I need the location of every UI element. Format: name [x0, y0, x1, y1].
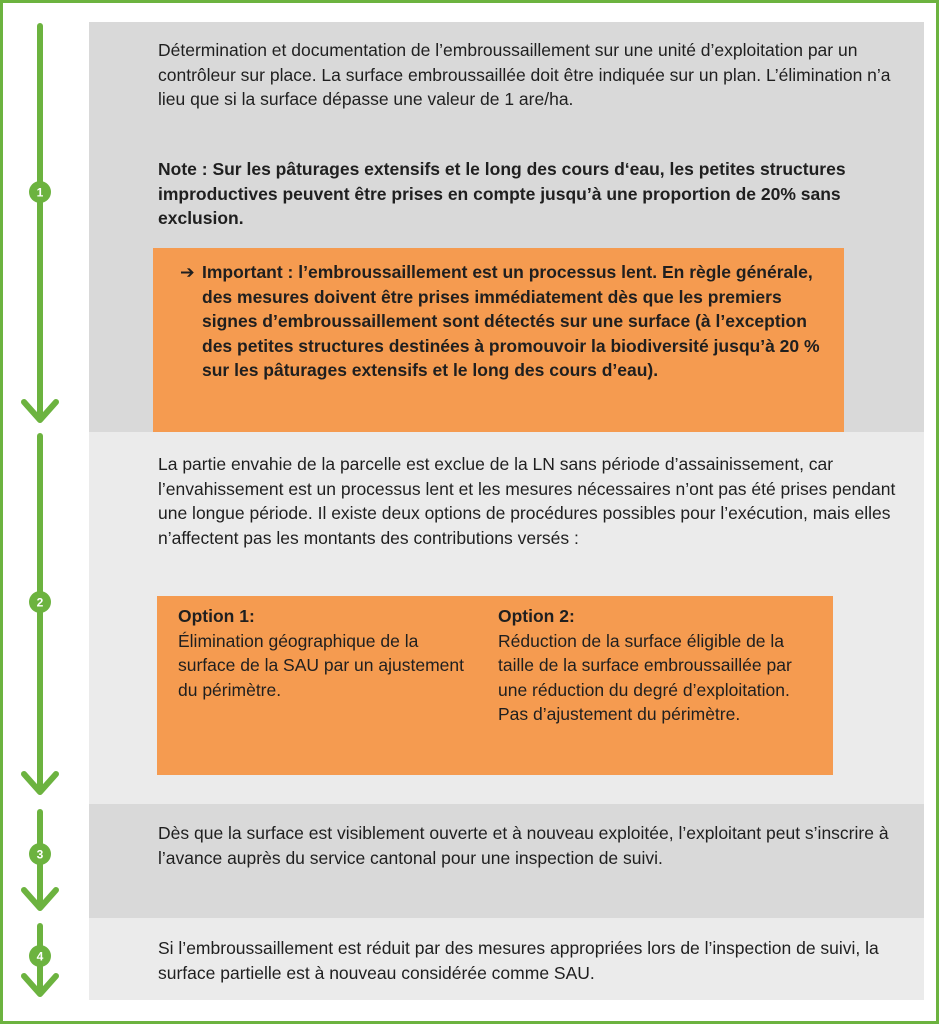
step-3-text: Dès que la surface est visiblement ouverte et à nouveau exploitée, l’exploitant peut s’inscrire à l’avance auprès du service cantonal pour une inspection de suivi.	[158, 823, 889, 868]
step-badge-3	[29, 843, 51, 865]
step-number-1: 1	[36, 185, 44, 200]
step-number-2: 2	[36, 595, 44, 610]
step-2-text: La partie envahie de la parcelle est exclue de la LN sans période d’assainissement, car l’envahissement est un processus lent et les mesures nécessaires n’ont pas été prises pendant une longue période. Il existe deux options de procédures possibles pour l’exécution, mais elles n’affectent pas les montants des contributions versés :	[158, 454, 896, 548]
arrow-right-icon: ➔	[180, 262, 195, 282]
option-2-title: Option 2:	[498, 606, 575, 626]
step-number-4: 4	[36, 949, 44, 964]
option-2-body: Réduction de la surface éligible de la taille de la surface embroussaillée par une réduction du degré d’exploitation. Pas d’ajustement du périmètre.	[498, 630, 792, 724]
important-body: Important : l’embroussaillement est un processus lent. En règle générale, des mesures doivent être prises immédiatement dès que les premiers signes d’embroussaillement sont détectés sur une surface (à l’exception des petites structures destinées à promouvoir la biodiversité jusqu’à 20 % sur les pâturages extensifs et le long des cours d’eau).	[202, 262, 820, 380]
timeline	[0, 0, 80, 1024]
step-1-note: Note : Sur les pâturages extensifs et le long des cours d‘eau, les petites structures improductives peuvent être prises en compte jusqu’à une proportion de 20% sans exclusion.	[158, 159, 846, 228]
step-1-text: Détermination et documentation de l’embroussaillement sur une unité d’exploitation par un contrôleur sur place. La surface embroussaillée doit être indiquée sur un plan. L’élimination n’a lieu que si la surface dépasse une valeur de 1 are/ha.	[158, 40, 891, 109]
step-badge-4	[29, 945, 51, 967]
step-badge-2	[29, 591, 51, 613]
step-number-3: 3	[36, 847, 44, 862]
option-1-title: Option 1:	[178, 606, 255, 626]
important-text	[180, 260, 830, 383]
step-4-text: Si l’embroussaillement est réduit par des mesures appropriées lors de l’inspection de suivi, la surface partielle est à nouveau considérée comme SAU.	[158, 938, 879, 983]
options-box	[157, 596, 833, 775]
option-1	[178, 604, 468, 702]
option-2	[498, 604, 818, 727]
important-box	[153, 248, 844, 432]
step-badge-1	[29, 181, 51, 203]
option-1-body: Élimination géographique de la surface de la SAU par un ajustement du périmètre.	[178, 630, 464, 700]
